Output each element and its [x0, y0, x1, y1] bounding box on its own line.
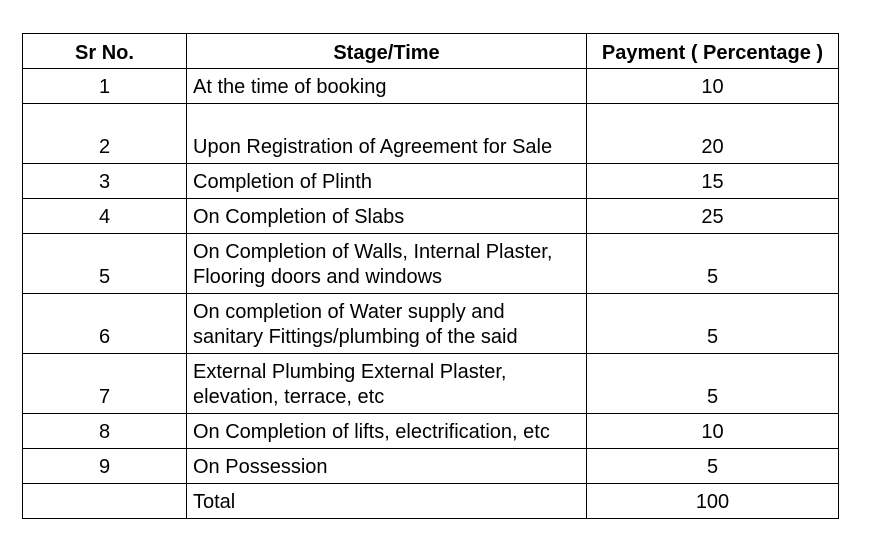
stage-cell: On completion of Water supply and sanitary Fittings/plumbing of the said — [187, 294, 587, 354]
stage-cell: On Completion of Slabs — [187, 199, 587, 234]
table-row — [23, 354, 839, 414]
payment-cell: 15 — [587, 164, 839, 199]
sr-no-cell: 9 — [23, 449, 187, 484]
stage-cell: External Plumbing External Plaster, elevation, terrace, etc — [187, 354, 587, 414]
table-row — [23, 104, 839, 164]
stage-cell: On Possession — [187, 449, 587, 484]
stage-cell: At the time of booking — [187, 69, 587, 104]
table-row — [23, 294, 839, 354]
sr-no-cell: 2 — [23, 104, 187, 164]
table-row — [23, 164, 839, 199]
stage-cell: On Completion of Walls, Internal Plaster, Flooring doors and windows — [187, 234, 587, 294]
table-row — [23, 414, 839, 449]
payment-schedule-table — [22, 33, 839, 519]
stage-cell: Completion of Plinth — [187, 164, 587, 199]
sr-no-cell: 1 — [23, 69, 187, 104]
sr-no-cell: 5 — [23, 234, 187, 294]
payment-cell: 20 — [587, 104, 839, 164]
payment-cell: 10 — [587, 414, 839, 449]
payment-cell: 25 — [587, 199, 839, 234]
header-stage-time: Stage/Time — [187, 34, 587, 69]
payment-cell: 5 — [587, 354, 839, 414]
table-row — [23, 199, 839, 234]
table-row — [23, 69, 839, 104]
stage-cell: On Completion of lifts, electrification, etc — [187, 414, 587, 449]
header-payment-percentage: Payment ( Percentage ) — [587, 34, 839, 69]
header-row — [23, 34, 839, 69]
total-row — [23, 484, 839, 519]
payment-schedule-sheet — [22, 33, 839, 519]
sr-no-cell: 7 — [23, 354, 187, 414]
table-row — [23, 449, 839, 484]
sr-no-cell: 3 — [23, 164, 187, 199]
stage-cell: Upon Registration of Agreement for Sale — [187, 104, 587, 164]
total-value: 100 — [587, 484, 839, 519]
sr-no-cell: 6 — [23, 294, 187, 354]
header-sr-no: Sr No. — [23, 34, 187, 69]
sr-no-cell: 8 — [23, 414, 187, 449]
total-sr-cell — [23, 484, 187, 519]
sr-no-cell: 4 — [23, 199, 187, 234]
payment-cell: 5 — [587, 234, 839, 294]
table-row — [23, 234, 839, 294]
payment-cell: 5 — [587, 294, 839, 354]
total-label: Total — [187, 484, 587, 519]
payment-cell: 10 — [587, 69, 839, 104]
payment-cell: 5 — [587, 449, 839, 484]
